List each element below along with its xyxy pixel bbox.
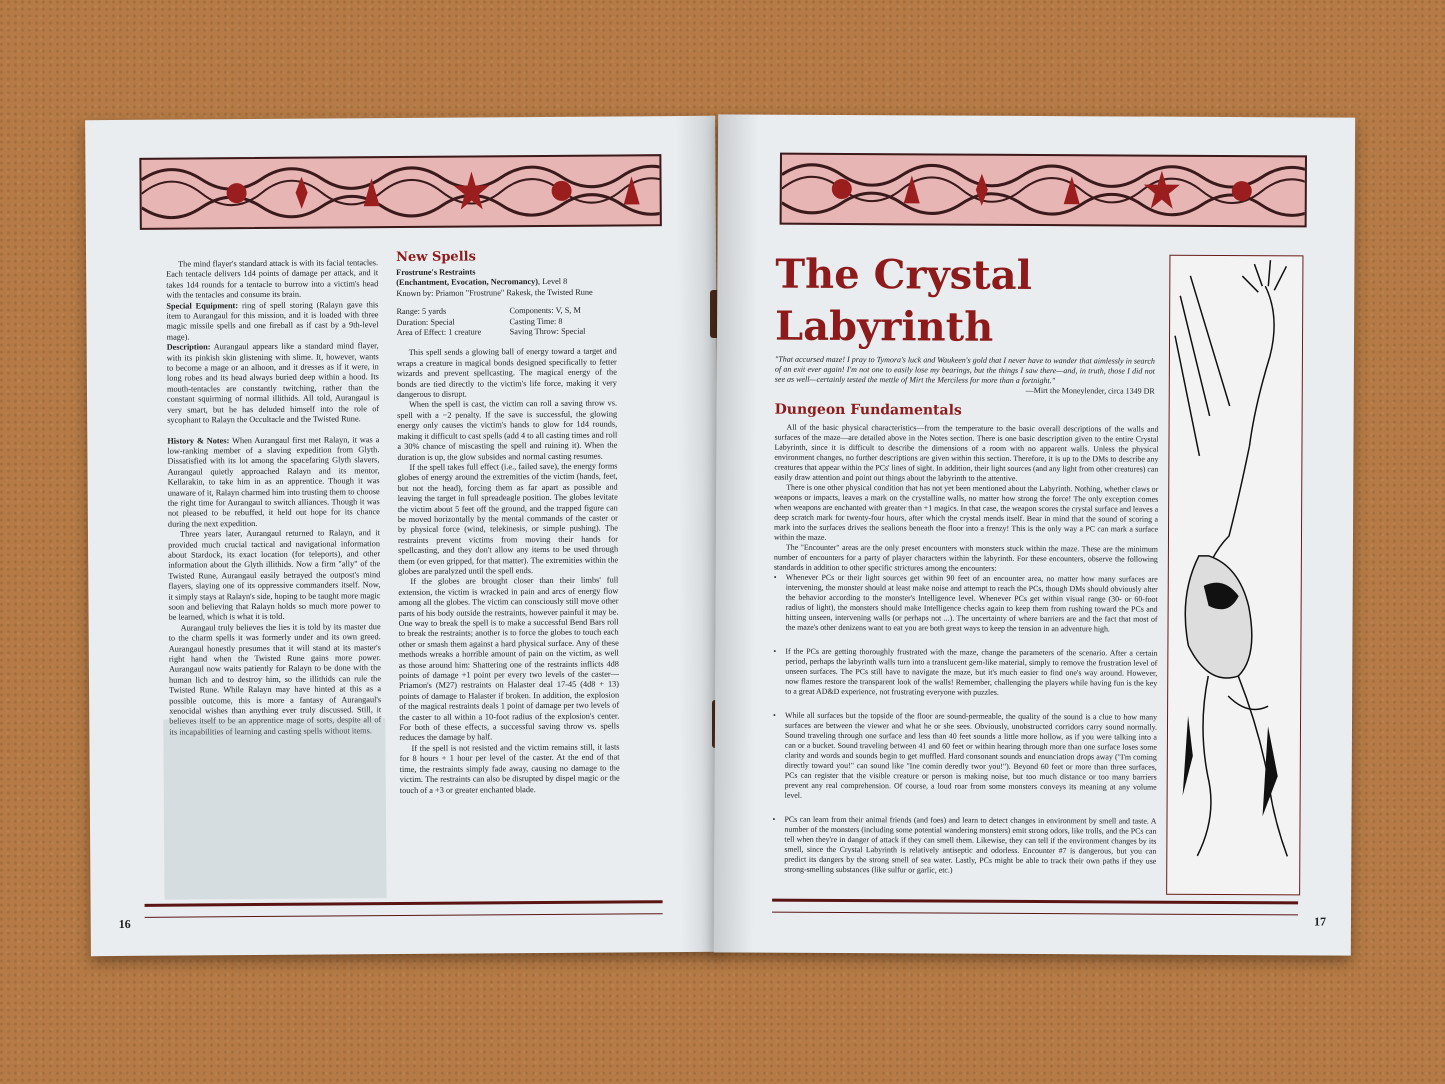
knotwork-icon [141, 156, 659, 228]
fundamentals-para-3: The "Encounter" areas are the only preset encounters with monsters stuck within the maze. These are the minimum number of encounters for a party of player characters within the labyrinth. For these encounters, observe the following standards in addition to other specific strictures among the encounters: [773, 542, 1158, 573]
encounter-standards-list [772, 573, 1158, 877]
left-column-1 [166, 258, 381, 738]
bottom-rule-right-thin [772, 912, 1298, 916]
spell-para-2: When the spell is cast, the victim can roll a saving throw vs. spell with a −2 penalty. If the save is successful, the glowing energy only causes the victim's hands to glow for 1d4 rounds, making it difficult to cast spells (add 4 to all casting times and roll a 30% chance of miscasting the spell and ruining it). When the duration is up, the glow subsides and normal casting resumes. [397, 398, 618, 462]
left-page [85, 116, 721, 956]
history-para [167, 435, 380, 530]
stat-area: Area of Effect: 1 creature [396, 327, 482, 338]
celtic-knot-banner-left [139, 154, 661, 230]
dungeon-fundamentals-heading: Dungeon Fundamentals [774, 401, 962, 419]
list-item: • While all surfaces but the topside of the floor are sound-permeable, the quality of the sound is a clue to how many surfaces are between the viewer and what he or she sees. Obviously, unobstructed corridors carry sound normally. Sound traveling through one surface and less than 40 feet sounds a little more hollow, as if you were talking into a can or a bucket. Sound traveling between 41 and 60 feet or within hearing through more than one surface loses some clarity and words and sounds begin to get muffled. Hard consonant sounds and enunciation drops away ("I'm coming directly toward you!" can sound like "Ine comin deredly twor you!"). Beyond 60 feet or more than three surfaces, PCs can register that the visible creature or person is making noise, but too much distance or too many barriers prevent any real comprehension. Of course, a loud roar from some monsters conveys its meaning at any volume level. [773, 711, 1157, 803]
truly-believes-para: Aurangaul truly believes the lies it is told by its master due to the charm spells it was formerly under and its own greed. Aurangaul honestly presumes that it will stand at its master's right hand when the Twisted Rune gains more power. Aurangaul now waits patiently for Ralayn to be done with the human lich and to destroy him, so the illithids can rule the Twisted Rune. While Ralayn may have hinted at this as a possible outcome, this is more a fantasy of Aurangaul's xenocidal wishes than anything ever truly discussed. Still, it believes itself to be an apprentice mage of sorts, despite all of its incapabilities of learning and casting spells without items. [168, 621, 382, 737]
stat-components: Components: V, S, M [509, 305, 581, 316]
stat-saving-throw: Saving Throw: Special [509, 326, 586, 337]
special-equipment-label: Special Equipment: [166, 300, 239, 311]
fundamentals-para-1: All of the basic physical characteristics—from the temperature to the basic overall descriptions of the walls and surfaces of the maze—are detailed above in the Notes section. There is one basic description given to the entire Crystal Labyrinth, since it is difficult to describe the dimensions of a room with no apparent walls. Unless the physical environment changes, no further descriptions are given within this section. Therefore, it is up to the DMs to describe any creatures that appear within the PCs' lines of sight. In addition, their light sources (and any light from other creatures) can easily draw attention and point out things about the labyrinth to the attentive. [774, 422, 1159, 483]
spell-para-1: This spell sends a glowing ball of energy toward a target and wraps a creature in magical bonds designed specifically to fetter wizards and prevent spellcasting. The magical energy of the bonds are tied directly to the victim's life force, making it very dangerous to disrupt. [396, 346, 617, 400]
right-page [714, 114, 1355, 955]
spell-known-by: Known by: Priamon "Frostrune" Rakesk, the Twisted Rune [396, 287, 593, 298]
page-number-right: 17 [1313, 914, 1327, 929]
history-label: History & Notes: [167, 435, 230, 446]
right-gutter-shadow [714, 114, 758, 952]
list-item: • PCs can learn from their animal friends (and foes) and learn to detect changes in environment by smell and taste. A number of the monsters (including some potential wandering monsters) emit strong odors, like trolls, and the PCs can tell when they're in danger of attack if they can smell them. Likewise, they can tell if the environment changes by its smell, since the Crystal Labyrinth is relatively antiseptic and odorless. Encounter #7 is dangerous, but you can predict its dangers by the strong smell of sea water. Lastly, PCs might be able to track their own paths if they use strong-smelling substances (like sulfur or garlic, etc.) [772, 815, 1156, 877]
stat-duration: Duration: Special [396, 317, 455, 327]
illustration-panel [1166, 255, 1303, 896]
fundamentals-para-2: There is one other physical condition that has not yet been mentioned about the Labyrinth. Nothing, whether claws or weapons or impacts, leaves a mark on the crystalline walls, no matter how strong the force! The only exception comes when weapons are enchanted with greater than +1 magics. In that case, the weapon scores the crystal surface and leaves a deep scratch mark for twenty-four hours, after which the crystal mends itself. Bear in mind that the sound of scoring a mark into the surfaces drives the sealions beneath the floor into a frenzy! This is the only way a PC can mark a surface within the maze. [773, 482, 1159, 542]
page-title-line-1: The Crystal [775, 250, 1032, 299]
list-item: • Whenever PCs or their light sources get within 90 feet of an encounter area, no matter how many surfaces are intervening, the monster should at least make noise and attempt to reach the PCs, though DMs should obviously alter the behavior according to the monster's Intelligence level. Whenever PCs get within visual range (30- or 60-foot radius of light), the monsters should make Intelligence checks again to keep them from rushing toward the PCs and hitting unseen, intervening walls (or perhaps not ...). The uncertainty of where barriers are and the fact that most of the maze's other denizens want to eat you are both great ways to keep the tension in an adventure high. [773, 573, 1157, 635]
description-label: Description: [166, 342, 211, 352]
spell-para-3: If the spell takes full effect (i.e., failed save), the energy forms globes of energy around the extremities of the victim (hands, feet, but not the head), forcing them as far apart as possible and leaving the target in full spreadeagle position. The globes levitate the victim about 5 feet off the ground, and the trapped figure can be moved horizontally by the mental commands of the caster or by physical force (wind, telekinesis, or simple pushing). The restraints prevent victims from moving their hands for spellcasting, and they don't allow any items to be used through them (or even gripped, for that matter). The extremities within the globes are paralyzed until the spell ends. [397, 461, 619, 577]
quote-attribution: —Mirt the Moneylender, circa 1349 DR [1025, 385, 1155, 396]
celtic-knot-banner-right [780, 153, 1307, 228]
page-number-left: 16 [118, 916, 131, 931]
three-years-para: Three years later, Aurangaul returned to Ralayn, and it provided much crucial tactical and navigational information about Stardock, its exact location (for teleports), and other information about the Glyth illithids. Now a firm "ally" of the Twisted Rune, Aurangaul easily betrayed the outpost's mind flayers, slaying one of its oppressive commanders itself. Now, it simply stays at Ralayn's side, hoping to be taught more magic soon and believing that Ralayn holds so much more power to be learned, which is what it is told. [168, 528, 381, 623]
bottom-rule-left-thin [145, 913, 663, 918]
spell-school: (Enchantment, Evocation, Necromancy) [396, 277, 539, 288]
right-body-column [772, 423, 1158, 891]
reaching-figure-icon [1167, 256, 1302, 895]
special-equipment-para [166, 300, 378, 343]
history-text: When Aurangaul first met Ralayn, it was a low-ranking member of a slaving expedition from Glyth. Dissatisfied with its lot among the spacefaring Glyth slavers, Aurangaul quietly approached Ralayn and its mentor, Kellarakin, to take him in as an apprentice. Though it was unaware of it, Ralayn charmed him into trusting them to choose the right time for Aurangaul to switch alliances. Though it was not pleased to be rebuffed, it held out hope for its chance during the next expedition. [167, 434, 380, 529]
page-title-line-2: Labyrinth [774, 302, 994, 351]
description-para [167, 341, 380, 426]
left-column-2 [396, 249, 620, 796]
quote-block [775, 355, 1155, 397]
stat-casting-time: Casting Time: 8 [509, 316, 563, 326]
epigraph-quote: "That accursed maze! I pray to Tymora's luck and Waukeen's gold that I never have to wander that aimlessly in search of an exit ever again! I'm not one to easily lose my bearings, but the things I saw there—and, in truth, those I did not see as well—certainly tested the mettle of Mirt the Merciless for more than a fortnight." [774, 354, 1155, 386]
new-spells-heading: New Spells [396, 249, 476, 266]
special-equipment-text: ring of spell storing (Ralayn gave this item to Aurangaul for this mission, and it is loaded with three magic missile spells and one fireball as if cast by a 9th-level mage). [166, 299, 379, 342]
knotwork-icon [782, 155, 1305, 226]
spell-name: Frostrune's Restraints [396, 267, 476, 278]
bottom-rule-right [772, 899, 1298, 905]
stat-range: Range: 5 yards [396, 306, 447, 317]
mind-flayer-attack-text: The mind flayer's standard attack is with its facial tentacles. Each tentacle delivers 1d4 points of damage per attack, and it takes 1d4 rounds for a tentacle to burrow into a victim's head with the tentacles and consume its brain. [166, 258, 379, 300]
spell-stat-grid [396, 306, 616, 339]
spell-para-4: If the globes are brought closer than their limbs' full extension, the victim is wracked in pain and arcs of energy flow among all the globes. The victim can consciously still move other parts of his body outside the restraints, however painful it may be. One way to break the spell is to make a successful Bend Bars roll to break the restraints; another is to force the globes to touch each other or smash them against a hard physical surface. Any of these methods wreaks a horrible amount of pain on the victim, as well as those around him: Shattering one of the restraints inflicts 4d8 points of damage +1 point per every two levels of the caster—Priamon's (M27) restraints on Halaster deal 17-45 (4d8 + 13) points of damage to Halaster if broken. In addition, the explosion of the magical restraints deals 1 point of damage per two levels of the caster to all within a 10-foot radius of the explosion's center. For both of these effects, a successful saving throw vs. spells reduces the damage by half. [398, 575, 620, 743]
description-text: Aurangaul appears like a standard mind flayer, with its pinkish skin glistening with slime. It, however, wants to become a mage or an alhoon, and it dresses as if it were, in long robes and its head always buried deep within a hood. Its mouth-tentacles are constantly twitching, rather than the constant squirming of normal illithids. All told, Aurangaul is very smart, but he has deluded himself into the role of sycophant to Ralayn the Occultacle and the Twisted Rune. [166, 341, 380, 425]
spell-para-5: If the spell is not resisted and the victim remains still, it lasts for 8 hours + 1 hour per level of the caster. At the end of that time, the restraints simply fade away, causing no damage to the victim. The restraints can also be disrupted by dispel magic or the touch of a +3 or greater enchanted blade. [399, 742, 620, 795]
list-item: • If the PCs are getting thoroughly frustrated with the maze, change the parameters of the scenario. After a certain period, perhaps the labyrinth walls turn into a translucent gem-like material, simply to remove the frustration level of unseen surfaces. The PCs still have to navigate the maze, but it's much easier to find one's way around. However, now flames restore the transparent look of the walls! Remember, challenging the players while having fun is the key to a great AD&D experience, not frustrating everyone with puzzles. [773, 647, 1157, 699]
spell-level: , Level 8 [538, 277, 568, 287]
faded-background-art [163, 718, 386, 900]
bottom-rule-left [145, 900, 663, 907]
